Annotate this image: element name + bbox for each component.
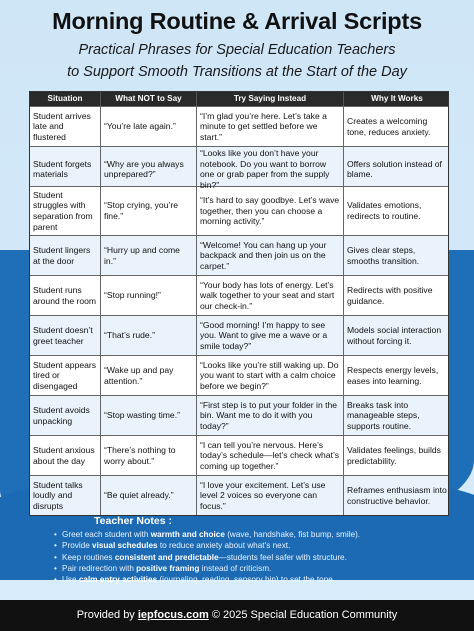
cell-why-it-works: Validates feelings, builds predictability. xyxy=(347,444,441,466)
cell-situation: Student talks loudly and disrupts xyxy=(30,476,101,515)
cell-why-it-works: Creates a welcoming tone, reduces anxiety. xyxy=(347,115,431,137)
page-title: Morning Routine & Arrival Scripts xyxy=(52,8,422,34)
cell-what-not-to-say: “Why are you always unprepared?” xyxy=(101,147,197,191)
table-body xyxy=(30,106,448,515)
cell-situation: Student avoids unpacking xyxy=(30,396,101,435)
note-text: (journaling, reading, sensory bin) to set the tone. xyxy=(157,575,336,585)
table-row xyxy=(30,475,448,515)
cell-what-not-to-say: “There’s nothing to worry about.” xyxy=(101,436,197,475)
footer xyxy=(0,600,474,631)
table-row xyxy=(30,186,448,235)
scripts-table xyxy=(29,91,449,516)
cell-situation: Student lingers at the door xyxy=(30,236,101,275)
cell-what-not-to-say: “Be quiet already.” xyxy=(101,476,197,515)
cell-situation: Student doesn’t greet teacher xyxy=(30,316,101,355)
table-row xyxy=(30,355,448,395)
footer-prefix: Provided by xyxy=(76,609,138,621)
cell-what-not-to-say: “Stop crying, you’re fine.” xyxy=(101,187,197,235)
cell-what-not-to-say: “That’s rude.” xyxy=(101,316,197,355)
note-emphasis: calm entry activities xyxy=(78,575,158,585)
note-text: to reduce anxiety about what’s next. xyxy=(157,541,291,551)
cell-why-it-works: Breaks task into manageable steps, supports routine. xyxy=(347,399,420,431)
note-text: Keep routines xyxy=(62,552,115,562)
note-emphasis: consistent and predictable xyxy=(114,552,219,562)
cell-situation: Student runs around the room xyxy=(30,276,101,315)
cell-try-saying-instead: “Good morning! I’m happy to see you. Want to give me a wave or a smile today?” xyxy=(197,316,344,355)
cell-why-it-works: Reframes enthusiasm into constructive behavior. xyxy=(347,484,447,506)
cell-try-saying-instead: “It’s hard to say goodbye. Let’s wave together, then you can choose a morning activity.” xyxy=(197,187,344,235)
table-header xyxy=(30,92,448,106)
cell-what-not-to-say: “You’re late again.” xyxy=(101,107,197,146)
note-emphasis: positive framing xyxy=(136,563,200,573)
header-what-not-to-say: What NOT to Say xyxy=(101,92,197,106)
cell-situation: Student struggles with separation from parent xyxy=(30,187,101,235)
note-item xyxy=(54,540,464,551)
cell-why-it-works: Validates emotions, redirects to routine. xyxy=(347,200,422,221)
table-row xyxy=(30,435,448,475)
cell-what-not-to-say: “Stop wasting time.” xyxy=(101,396,197,435)
cell-situation: Student anxious about the day xyxy=(30,436,101,475)
note-text: instead of criticism. xyxy=(199,563,272,573)
note-text: (wave, handshake, fist bump, smile). xyxy=(224,530,361,540)
header-try-saying-instead: Try Saying Instead xyxy=(197,92,344,106)
cell-try-saying-instead: “I love your excitement. Let’s use level 2 voices so everyone can focus.” xyxy=(197,476,344,515)
footer-link[interactable]: iepfocus.com xyxy=(137,609,209,621)
note-item xyxy=(54,529,464,540)
note-text: —students feel safer with structure. xyxy=(218,552,347,562)
cell-why-it-works: Redirects with positive guidance. xyxy=(347,284,433,306)
header-situation: Situation xyxy=(30,92,101,106)
cell-what-not-to-say: “Stop running!” xyxy=(101,276,197,315)
subtitle-line-2: to Support Smooth Transitions at the Start of the Day xyxy=(67,64,407,80)
cell-try-saying-instead: “Looks like you’re still waking up. Do you want to start with a calm choice before we begin?” xyxy=(197,356,344,395)
cell-try-saying-instead: “Welcome! You can hang up your backpack and then join us on the carpet.” xyxy=(197,236,344,275)
teacher-notes xyxy=(54,516,464,585)
table-row xyxy=(30,146,448,190)
cell-why-it-works: Gives clear steps, smooths transition. xyxy=(347,244,420,266)
cell-situation: Student forgets materials xyxy=(30,147,101,191)
cell-try-saying-instead: “Your body has lots of energy. Let’s walk together to your seat and start our check-in.” xyxy=(197,276,344,315)
note-text: Provide xyxy=(62,541,93,551)
note-text: Use xyxy=(62,575,79,585)
table-row xyxy=(30,395,448,435)
note-text: Pair redirection with xyxy=(62,563,137,573)
header-why-it-works: Why It Works xyxy=(371,94,423,103)
cell-why-it-works: Respects energy levels, eases into learning. xyxy=(347,364,439,386)
cell-try-saying-instead: “Looks like you don’t have your notebook. Do you want to borrow one or grab paper from the supply bin?” xyxy=(197,147,344,191)
cell-situation: Student appears tired or disengaged xyxy=(30,356,101,395)
teacher-notes-title: Teacher Notes : xyxy=(94,515,172,527)
note-emphasis: warmth and choice xyxy=(150,530,225,540)
cell-what-not-to-say: “Wake up and pay attention.” xyxy=(101,356,197,395)
table-row xyxy=(30,106,448,146)
table-row xyxy=(30,315,448,355)
table-row xyxy=(30,235,448,275)
cell-why-it-works: Offers solution instead of blame. xyxy=(347,158,442,180)
cell-what-not-to-say: “Hurry up and come in.” xyxy=(101,236,197,275)
cell-try-saying-instead: “I can tell you’re nervous. Here’s today’s schedule—let’s check what’s coming up together.” xyxy=(197,436,344,475)
note-item xyxy=(54,563,464,574)
subtitle-line-1: Practical Phrases for Special Education Teachers xyxy=(78,42,396,58)
cell-try-saying-instead: “I’m glad you’re here. Let’s take a minute to get settled before we start.” xyxy=(197,107,344,146)
footer-copyright: © 2025 Special Education Community xyxy=(208,609,398,621)
note-item xyxy=(54,574,464,585)
teacher-notes-list xyxy=(54,529,464,585)
cell-why-it-works: Models social interaction without forcing it. xyxy=(347,324,442,346)
cell-try-saying-instead: “First step is to put your folder in the bin. Want me to do it with you today?” xyxy=(197,396,344,435)
note-text: Greet each student with xyxy=(62,530,151,540)
table-row xyxy=(30,275,448,315)
note-item xyxy=(54,552,464,563)
note-emphasis: visual schedules xyxy=(92,541,158,551)
cell-situation: Student arrives late and flustered xyxy=(30,107,101,146)
